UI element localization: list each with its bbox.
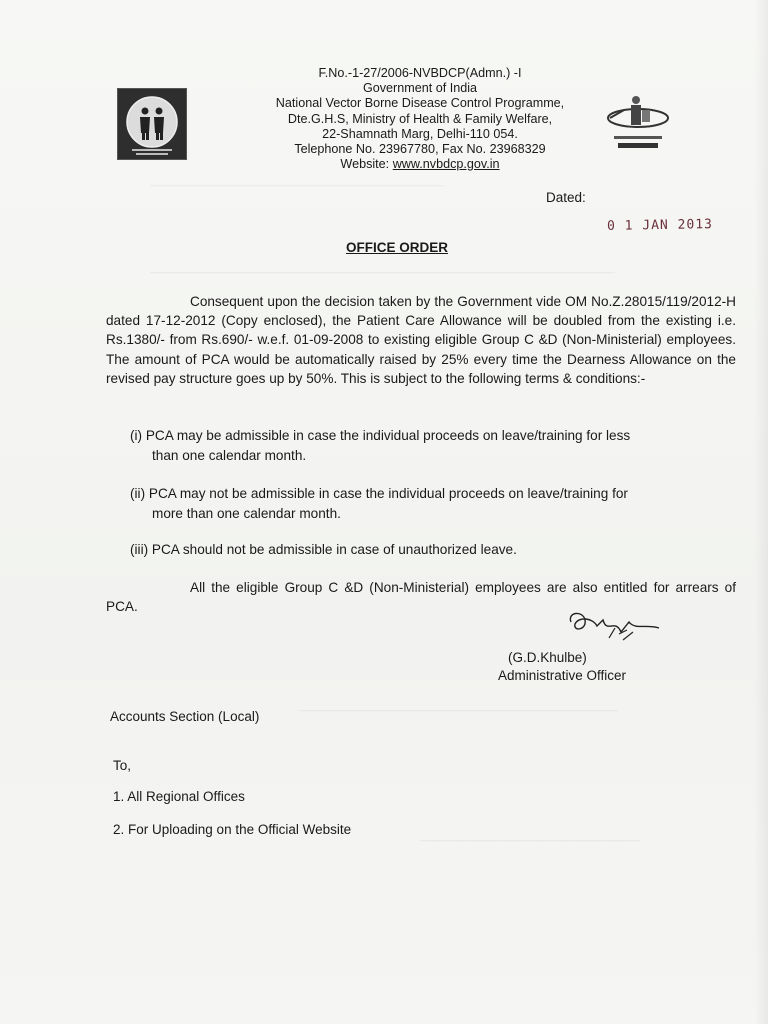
to-label: To, [113, 758, 132, 773]
condition-item [130, 540, 738, 560]
signatory-designation: Administrative Officer [498, 668, 627, 683]
nvbdcp-emblem-logo [117, 88, 187, 160]
website-line [230, 157, 610, 172]
condition-text: (iii) PCA should not be admissible in case of unauthorized leave. [130, 542, 517, 557]
bleed-through-text: ____________________________________________________________________________ [150, 262, 615, 274]
condition-continuation: than one calendar month. [152, 447, 307, 463]
dated-label: Dated: [546, 190, 586, 205]
condition-continuation: more than one calendar month. [152, 505, 341, 521]
bleed-through-text: ________________________________________________ [150, 175, 444, 187]
condition-text: (i) PCA may be admissible in case the individual proceeds on leave/training for less [130, 428, 631, 443]
date-stamp: 0 1 JAN 2013 [606, 217, 714, 234]
body-paragraph: Consequent upon the decision taken by the Government vide OM No.Z.28015/119/2012-H dated 17-12-2012 (Copy enclosed), the Patient Care Allowance will be doubled from the existing i.e. Rs.1380/- from Rs.690/- w.e.f. 01-09-2008 to existing eligible Group C &D (Non-Ministerial) employees. The amount of PCA would be automatically raised by 25% every time the Dearness Allowance on the revised pay structure goes up by 50%. This is subject to the following terms & conditions:- [106, 294, 736, 386]
file-number: F.No.-1-27/2006-NVBDCP(Admn.) -I [318, 66, 522, 80]
title-text: OFFICE ORDER [345, 240, 448, 255]
recipient-item: 1. All Regional Offices [113, 789, 245, 804]
letterhead-line: Dte.G.H.S, Ministry of Health & Family Welfare, [287, 111, 553, 126]
letterhead-line: National Vector Borne Disease Control Programme, [275, 96, 565, 111]
condition-item [130, 484, 738, 523]
letterhead-line: 22-Shamnath Marg, Delhi-110 054. [322, 126, 518, 141]
signatory-name: (G.D.Khulbe) [508, 650, 587, 665]
bleed-through-text: ____________________________________ [420, 830, 641, 842]
recipient-item: 2. For Uploading on the Official Website [113, 822, 352, 837]
website-link[interactable]: www.nvbdcp.gov.in [392, 157, 500, 172]
handwritten-signature [563, 608, 673, 648]
body-paragraph: All the eligible Group C &D (Non-Ministerial) employees are also entitled for arrears of PCA. [106, 580, 736, 615]
letterhead-line: Government of India [362, 81, 478, 96]
website-label: Website: [340, 157, 393, 172]
condition-item [130, 426, 738, 465]
bleed-through-text: ____________________________________________________ [300, 700, 619, 712]
nvbdcp-programme-logo [600, 88, 676, 158]
copy-to-accounts: Accounts Section (Local) [110, 709, 260, 724]
letterhead [230, 66, 610, 172]
contact-line: Telephone No. 23967780, Fax No. 23968329 [294, 142, 546, 157]
condition-text: (ii) PCA may not be admissible in case the individual proceeds on leave/training for [130, 486, 628, 501]
page-edge-shadow [754, 0, 768, 1024]
document-title [0, 240, 768, 255]
